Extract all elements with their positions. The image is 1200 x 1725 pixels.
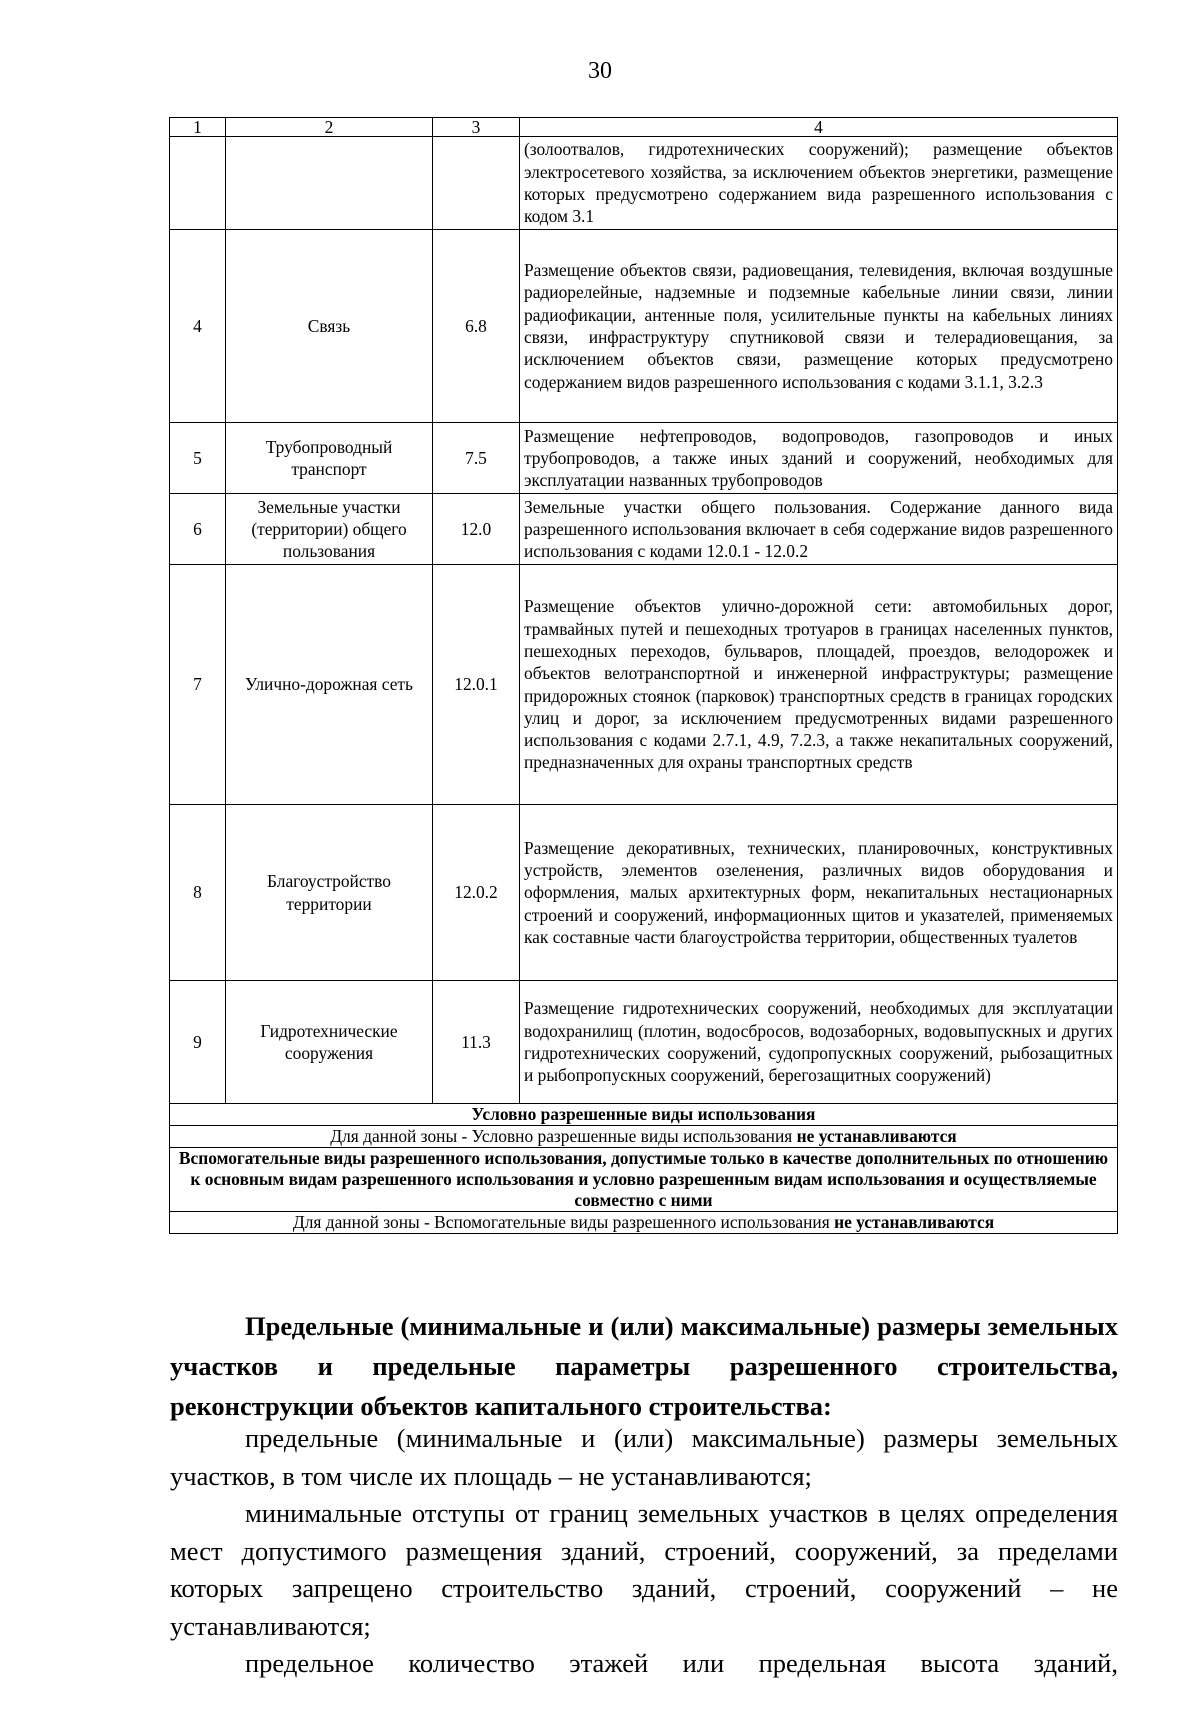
use-type-name: Улично-дорожная сеть (226, 565, 433, 805)
conditional-note-status: не устанавливаются (796, 1126, 957, 1146)
auxiliary-section-row (170, 1148, 1118, 1212)
header-cell: 1 (170, 118, 226, 137)
use-type-code (433, 137, 520, 230)
paragraph: предельное количество этажей или предельная высота зданий, (245, 1648, 1118, 1678)
use-type-name: Гидротехнические сооружения (226, 981, 433, 1104)
header-cell: 2 (226, 118, 433, 137)
row-number: 6 (170, 494, 226, 565)
use-type-name: Земельные участки (территории) общего пользования (226, 494, 433, 565)
row-number: 7 (170, 565, 226, 805)
auxiliary-note-status: не устанавливаются (834, 1212, 995, 1232)
table-row (170, 565, 1118, 805)
auxiliary-note (170, 1212, 1118, 1234)
row-number: 5 (170, 423, 226, 494)
page-number: 30 (588, 58, 612, 84)
use-type-code: 6.8 (433, 230, 520, 423)
use-type-name: Связь (226, 230, 433, 423)
use-type-code: 11.3 (433, 981, 520, 1104)
table-row (170, 230, 1118, 423)
use-type-description: Размещение нефтепроводов, водопроводов, газопроводов и иных трубопроводов, а также иных зданий и сооружений, необходимых для эксплуатации названных трубопроводов (520, 423, 1118, 494)
land-use-table (169, 117, 1118, 1234)
use-type-description: Размещение гидротехнических сооружений, необходимых для эксплуатации водохранилищ (плотин, водосбросов, водозаборных, водовыпускных и других гидротехнических сооружений, судопропускных сооружений, рыбозащитных и рыбопропускных сооружений, берегозащитных сооружений) (520, 981, 1118, 1104)
use-type-description: Размещение декоративных, технических, планировочных, конструктивных устройств, элементов озеленения, различных видов оборудования и оформления, малых архитектурных форм, некапитальных нестационарных строений и сооружений, информационных щитов и указателей, применяемых как составные части благоустройства территории, общественных туалетов (520, 805, 1118, 981)
row-number: 8 (170, 805, 226, 981)
use-type-code: 12.0.1 (433, 565, 520, 805)
auxiliary-note-prefix: Для данной зоны - Вспомогательные виды разрешенного использования (292, 1212, 835, 1232)
row-number: 4 (170, 230, 226, 423)
use-type-code: 7.5 (433, 423, 520, 494)
use-type-name: Благоустройство территории (226, 805, 433, 981)
table-row (170, 423, 1118, 494)
table-row (170, 981, 1118, 1104)
use-type-description: Размещение объектов улично-дорожной сети: автомобильных дорог, трамвайных путей и пешеходных тротуаров в границах населенных пунктов, пешеходных переходов, бульваров, площадей, проездов, велодорожек и объектов велотранспортной и инженерной инфраструктуры; размещение придорожных стоянок (парковок) транспортных средств в границах городских улиц и дорог, за исключением предусмотренных видами разрешенного использования с кодами 2.7.1, 4.9, 7.2.3, а также некапитальных сооружений, предназначенных для охраны транспортных средств (520, 565, 1118, 805)
row-number: 9 (170, 981, 226, 1104)
use-type-code: 12.0 (433, 494, 520, 565)
use-type-name: Трубопроводный транспорт (226, 423, 433, 494)
section-heading-text: Предельные (минимальные и (или) максимальные) размеры земельных участков и предельные параметры разрешенного строительства, реконструкции объектов капитального строительства: (170, 1311, 1118, 1421)
table-row (170, 137, 1118, 230)
conditional-note-row (170, 1126, 1118, 1148)
header-cell: 3 (433, 118, 520, 137)
auxiliary-section-title: Вспомогательные виды разрешенного использования, допустимые только в качестве дополнительных по отношению к основным видам разрешенного использования и условно разрешенным видам использования и осуществляемые совместно с ними (170, 1148, 1118, 1212)
conditional-section-row (170, 1104, 1118, 1126)
conditional-note-prefix: Для данной зоны - Условно разрешенные виды использования (330, 1126, 797, 1146)
use-type-description: Размещение объектов связи, радиовещания, телевидения, включая воздушные радиорелейные, надземные и подземные кабельные линии связи, линии радиофикации, антенные поля, усилительные пункты на кабельных линиях связи, инфраструктуру спутниковой связи и телерадиовещания, за исключением объектов связи, размещение которых предусмотрено содержанием видов разрешенного использования с кодами 3.1.1, 3.2.3 (520, 230, 1118, 423)
conditional-note (170, 1126, 1118, 1148)
table-row (170, 494, 1118, 565)
paragraph: предельные (минимальные и (или) максимальные) размеры земельных участков, в том числе их площадь – не устанавливаются; (170, 1423, 1118, 1491)
paragraph: минимальные отступы от границ земельных участков в целях определения мест допустимого размещения зданий, строений, сооружений, за пределами которых запрещено строительство зданий, строений, сооружений – не устанавливаются; (170, 1498, 1118, 1641)
header-cell: 4 (520, 118, 1118, 137)
body-text (170, 1420, 1118, 1683)
row-number (170, 137, 226, 230)
use-type-name (226, 137, 433, 230)
table-header-row (170, 118, 1118, 137)
use-type-description: Земельные участки общего пользования. Содержание данного вида разрешенного использования включает в себя содержание видов разрешенного использования с кодами 12.0.1 - 12.0.2 (520, 494, 1118, 565)
table-row (170, 805, 1118, 981)
use-type-code: 12.0.2 (433, 805, 520, 981)
section-heading (170, 1306, 1118, 1426)
use-type-description: (золоотвалов, гидротехнических сооружений); размещение объектов электросетевого хозяйства, за исключением объектов энергетики, размещение которых предусмотрено содержанием вида разрешенного использования с кодом 3.1 (520, 137, 1118, 230)
auxiliary-note-row (170, 1212, 1118, 1234)
conditional-section-title: Условно разрешенные виды использования (170, 1104, 1118, 1126)
